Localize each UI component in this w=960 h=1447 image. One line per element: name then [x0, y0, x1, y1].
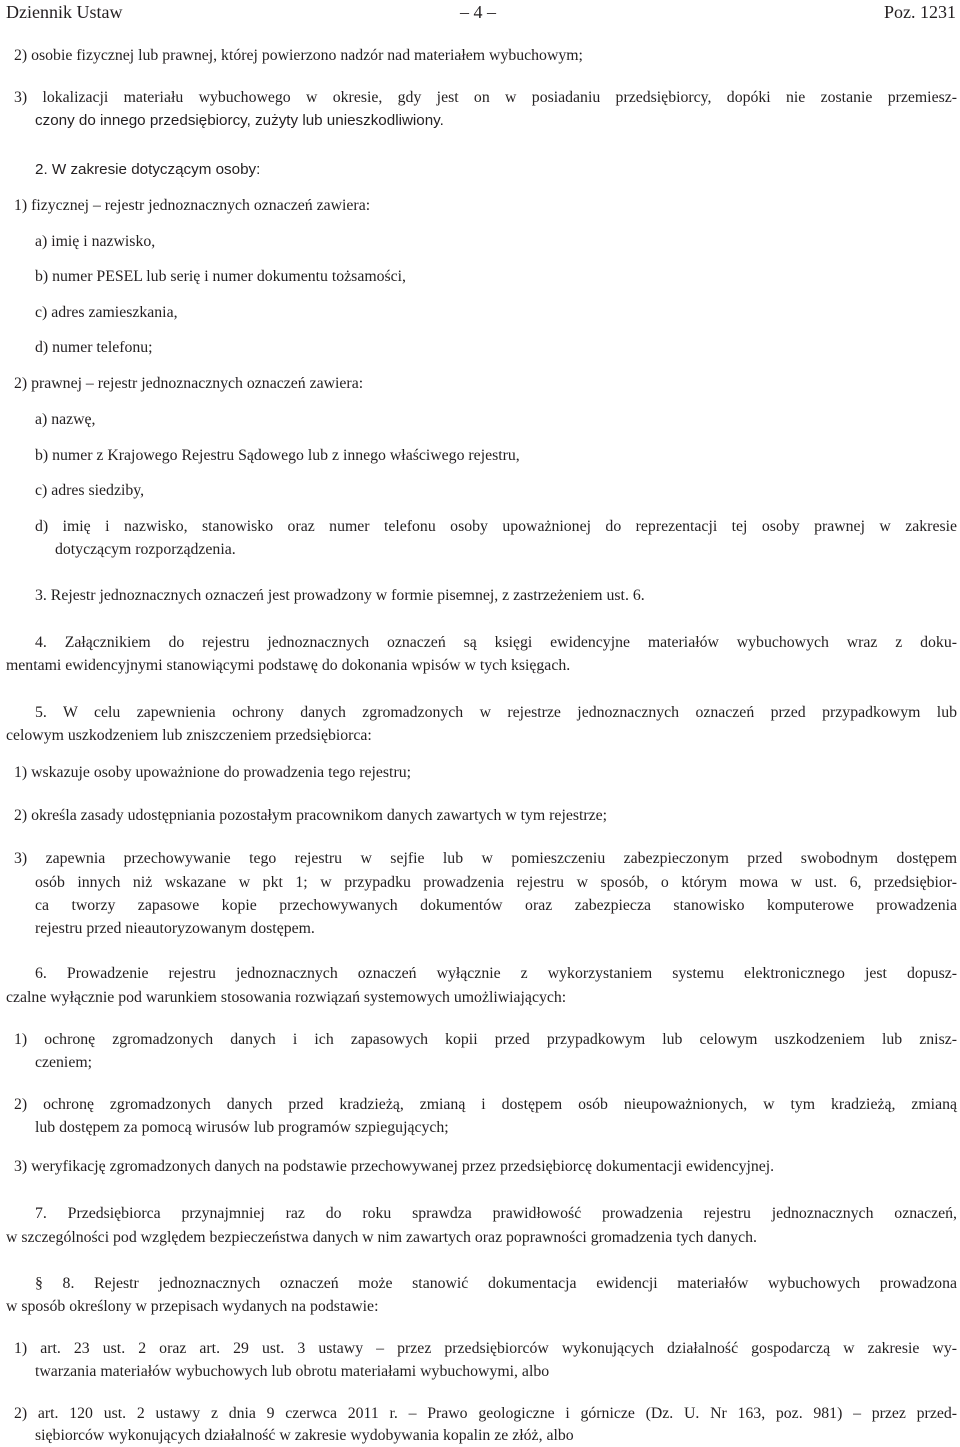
text-line: rejestru przed nieautoryzowanym dostępem.: [35, 920, 315, 937]
text-line: c) adres siedziby,: [35, 482, 145, 499]
text-line: 3. Rejestr jednoznacznych oznaczeń jest prowadzony w formie pisemnej, z zastrzeżeniem ust. 6.: [35, 587, 645, 604]
text-line: w sposób określony w przepisach wydanych na podstawie:: [6, 1298, 379, 1315]
text-line: 2) określa zasady udostępniania pozostałym pracownikom danych zawartych w tym rejestrze;: [14, 807, 608, 824]
text-line: 2) art. 120 ust. 2 ustawy z dnia 9 czerwca 2011 r. – Prawo geologiczne i górnicze (Dz. U. Nr 163, poz. 981) – przez przed-: [14, 1405, 957, 1422]
text-line: 5. W celu zapewnienia ochrony danych zgromadzonych w rejestrze jednoznacznych oznaczeń przed przypadkowym lub: [35, 704, 957, 721]
text-line: b) numer PESEL lub serię i numer dokumentu tożsamości,: [35, 268, 407, 285]
text-line: b) numer z Krajowego Rejestru Sądowego lub z innego właściwego rejestru,: [35, 447, 520, 464]
text-line: dotyczącym rozporządzenia.: [55, 541, 236, 558]
text-line: lub dostępem za pomocą wirusów lub programów szpiegujących;: [35, 1119, 449, 1136]
text-line: 6. Prowadzenie rejestru jednoznacznych oznaczeń wyłącznie z wykorzystaniem systemu elektronicznego jest dopusz-: [35, 965, 957, 982]
text-line: d) imię i nazwisko, stanowisko oraz numer telefonu osoby upoważnionej do reprezentacji tej osoby prawnej w zakresie: [35, 518, 957, 535]
text-line: celowym uszkodzeniem lub zniszczeniem przedsiębiorca:: [6, 727, 372, 744]
text-line: twarzania materiałów wybuchowych lub obrotu materiałami wybuchowymi, albo: [35, 1363, 550, 1380]
text-line: 1) wskazuje osoby upoważnione do prowadzenia tego rejestru;: [14, 764, 411, 781]
section-heading: 2. W zakresie dotyczącym osoby:: [35, 161, 261, 178]
text-line: 1) fizycznej – rejestr jednoznacznych oznaczeń zawiera:: [14, 197, 371, 214]
page-number: – 4 –: [460, 2, 496, 22]
text-line: czony do innego przedsiębiorcy, zużyty lub unieszkodliwiony.: [35, 112, 444, 129]
text-line: osób innych niż wskazane w pkt 1; w przypadku prowadzenia rejestru w sposób, o którym mowa w ust. 6, przedsiębior-: [35, 874, 957, 891]
section-paragraph: § 8. Rejestr jednoznacznych oznaczeń może stanowić dokumentacja ewidencji materiałów wybuchowych prowadzona: [35, 1275, 957, 1292]
text-line: 1) art. 23 ust. 2 oraz art. 29 ust. 3 ustawy – przez przedsiębiorców wykonujących działalność gospodarczą w zakresie wy-: [14, 1340, 957, 1357]
text-line: 3) lokalizacji materiału wybuchowego w okresie, gdy jest on w posiadaniu przedsiębiorcy, dopóki nie zostanie przemiesz-: [14, 89, 957, 106]
text-line: 2) ochronę zgromadzonych danych przed kradzieżą, zmianą i dostępem osób nieupoważnionych, w tym kradzieżą, zmianą: [14, 1096, 957, 1113]
text-line: czalne wyłącznie pod warunkiem stosowania rozwiązań systemowych umożliwiających:: [6, 989, 567, 1006]
text-line: 3) weryfikację zgromadzonych danych na podstawie przechowywanej przez przedsiębiorcę dokumentacji ewidencyjnej.: [14, 1158, 775, 1175]
text-line: c) adres zamieszkania,: [35, 304, 178, 321]
text-line: w szczególności pod względem bezpieczeństwa danych w nim zawartych oraz poprawności gromadzenia tych danych.: [6, 1229, 757, 1246]
text-line: czeniem;: [35, 1054, 93, 1071]
text-line: d) numer telefonu;: [35, 339, 153, 356]
text-line: a) nazwę,: [35, 411, 96, 428]
text-line: a) imię i nazwisko,: [35, 233, 156, 250]
text-line: 4. Załącznikiem do rejestru jednoznacznych oznaczeń są księgi ewidencyjne materiałów wybuchowych wraz z doku-: [35, 634, 957, 651]
text-line: mentami ewidencyjnymi stanowiącymi podstawę do dokonania wpisów w tych księgach.: [6, 657, 571, 674]
text-line: 2) osobie fizycznej lub prawnej, której powierzono nadzór nad materiałem wybuchowym;: [14, 47, 583, 64]
text-line: 3) zapewnia przechowywanie tego rejestru w sejfie lub w pomieszczeniu zabezpieczonym przed swobodnym dostępem: [14, 850, 957, 867]
text-line: 2) prawnej – rejestr jednoznacznych oznaczeń zawiera:: [14, 375, 364, 392]
text-line: ca tworzy zapasowe kopie przechowywanych dokumentów oraz zabezpiecza stanowisko komputerowe prowadzenia: [35, 897, 957, 914]
position-number: Poz. 1231: [884, 2, 956, 22]
journal-title: Dziennik Ustaw: [6, 2, 123, 22]
text-line: 7. Przedsiębiorca przynajmniej raz do roku sprawdza prawidłowość prowadzenia rejestru jednoznacznych oznaczeń,: [35, 1205, 957, 1222]
text-line: 1) ochronę zgromadzonych danych i ich zapasowych kopii przed przypadkowym lub celowym uszkodzeniem lub znisz-: [14, 1031, 957, 1048]
text-line: siębiorców wykonujących działalność w zakresie wydobywania kopalin ze złóż, albo: [35, 1427, 574, 1444]
